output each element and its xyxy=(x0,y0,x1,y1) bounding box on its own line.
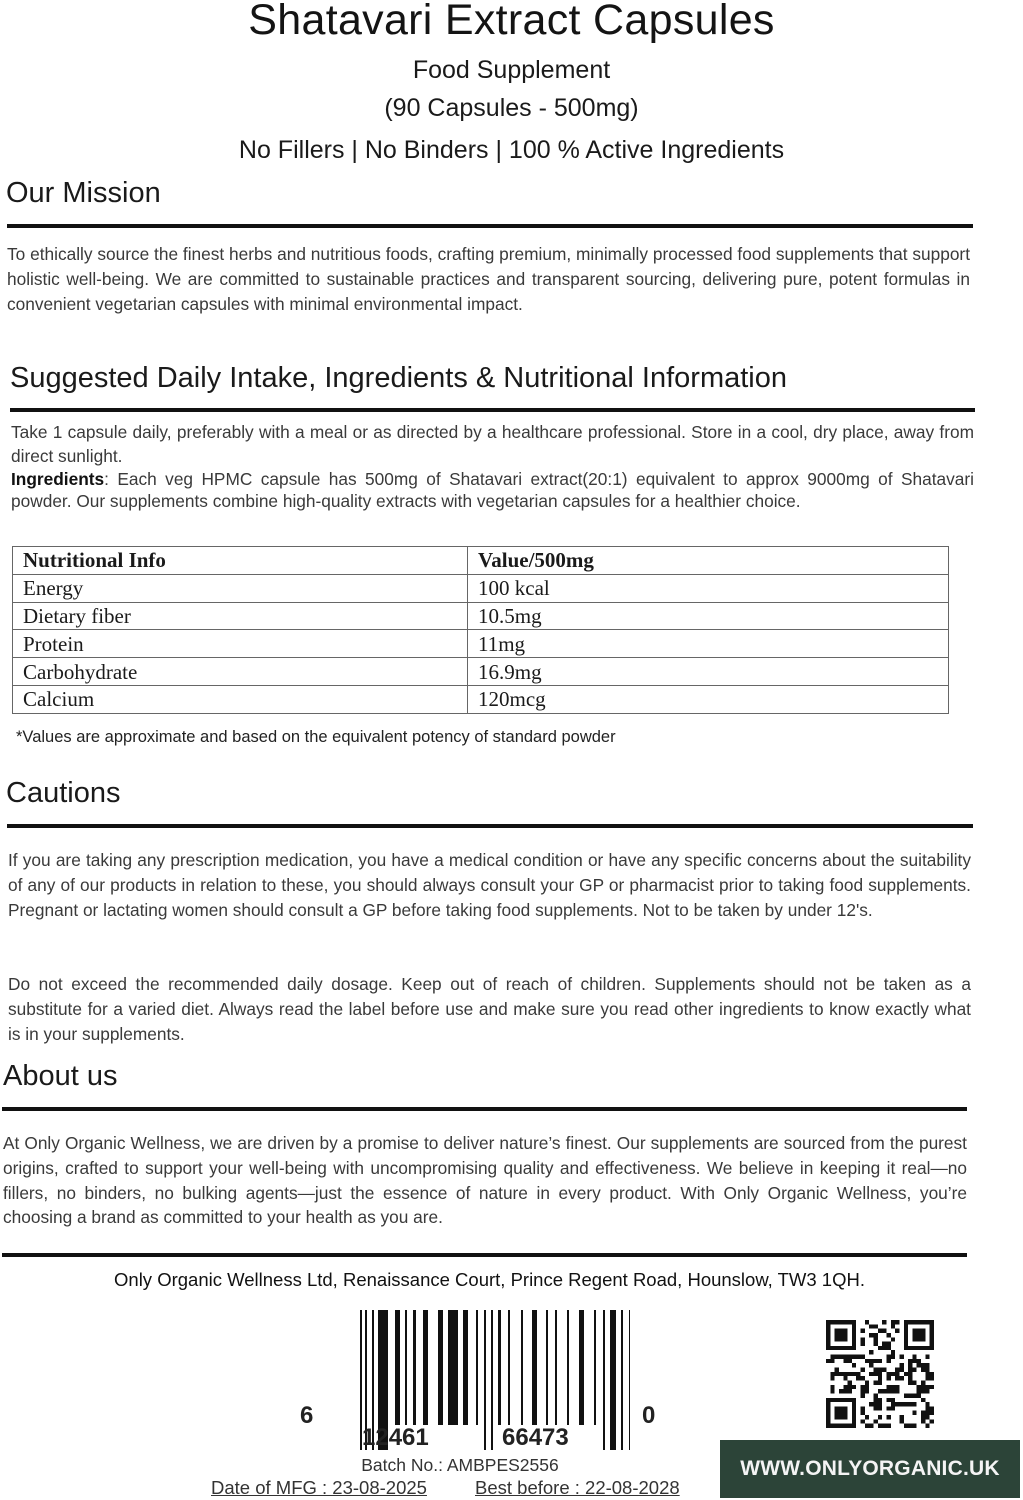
qr-module xyxy=(891,1324,895,1328)
qr-module xyxy=(891,1402,895,1406)
qr-module xyxy=(878,1406,882,1410)
best-before-date: Best before : 22-08-2028 xyxy=(475,1477,680,1498)
nutrient-name: Energy xyxy=(13,574,468,602)
qr-module xyxy=(861,1389,865,1393)
table-row xyxy=(13,602,949,630)
about-text: At Only Organic Wellness, we are driven by a promise to deliver nature’s finest. Our supplements are sourced from the purest origins, crafted to support your well-being with uncompromising quality and effectiveness. We believe in keeping it real—no fillers, no binders, no bulking agents—just the essence of nature in every product. With Only Organic Wellness, you’re choosing a brand as committed to your health as you are. xyxy=(3,1133,967,1228)
qr-module xyxy=(852,1385,856,1389)
barcode-digit: 0 xyxy=(642,1402,656,1429)
company-address: Only Organic Wellness Ltd, Renaissance Court, Prince Regent Road, Hounslow, TW3 1QH. xyxy=(114,1269,865,1290)
qr-module xyxy=(891,1406,895,1410)
qr-module xyxy=(874,1333,878,1337)
barcode-bar xyxy=(621,1310,623,1450)
qr-module xyxy=(886,1359,890,1363)
nutrient-value: 11mg xyxy=(468,630,949,658)
qr-module xyxy=(861,1355,865,1359)
qr-module xyxy=(861,1342,865,1346)
qr-module xyxy=(912,1402,916,1406)
qr-module xyxy=(895,1385,899,1389)
qr-module xyxy=(899,1376,903,1380)
qr-module xyxy=(908,1359,912,1363)
qr-module xyxy=(882,1342,886,1346)
barcode-bar xyxy=(476,1310,478,1425)
qr-module xyxy=(839,1355,843,1359)
barcode-bar xyxy=(521,1310,523,1425)
batch-number: Batch No.: AMBPES2556 xyxy=(361,1455,559,1475)
ingredients-body: : Each veg HPMC capsule has 500mg of Shatavari extract(20:1) equivalent to approx 9000mg of Shatavari powder. Our supplements combine high-quality extracts with vegetarian capsules for a healthier choice. xyxy=(11,469,974,511)
qr-module xyxy=(843,1355,847,1359)
intake-heading: Suggested Daily Intake, Ingredients & Nutritional Information xyxy=(10,362,787,394)
barcode-bar xyxy=(395,1310,400,1425)
qr-module xyxy=(921,1380,925,1384)
barcode-bar xyxy=(491,1310,493,1450)
qr-module xyxy=(895,1376,899,1380)
qr-module xyxy=(925,1415,929,1419)
qr-module xyxy=(835,1406,848,1419)
qr-module xyxy=(930,1376,934,1380)
qr-module xyxy=(848,1380,852,1384)
qr-module xyxy=(826,1359,830,1363)
qr-module xyxy=(891,1398,895,1402)
qr-module xyxy=(917,1393,921,1397)
qr-module xyxy=(925,1363,929,1367)
qr-module xyxy=(891,1337,895,1341)
qr-module xyxy=(865,1380,869,1384)
qr-module xyxy=(912,1359,916,1363)
table-header-nutrient: Nutritional Info xyxy=(13,547,468,575)
qr-module xyxy=(865,1320,869,1324)
cautions-divider xyxy=(7,824,973,828)
product-subtitle: Food Supplement xyxy=(412,56,611,84)
qr-module xyxy=(852,1363,856,1367)
qr-module xyxy=(861,1368,865,1372)
barcode-bar xyxy=(463,1310,468,1425)
table-header-row xyxy=(13,547,949,575)
nutrient-value: 100 kcal xyxy=(468,574,949,602)
qr-module xyxy=(882,1346,886,1350)
qr-module xyxy=(856,1355,860,1359)
barcode-bar xyxy=(603,1310,605,1450)
cautions-paragraph-1: If you are taking any prescription medication, you have a medical condition or have any specific concerns about the suitability of any of our products in relation to these, you should always consult your GP or pharmacist prior to taking food supplements. Pregnant or lactating women should consult a GP before taking food supplements. Not to be taken by under 12's. xyxy=(8,850,971,920)
qr-module xyxy=(908,1368,912,1372)
qr-module xyxy=(878,1398,882,1402)
qr-module xyxy=(908,1372,912,1376)
qr-module xyxy=(921,1363,925,1367)
qr-module xyxy=(882,1329,886,1333)
nutrient-name: Calcium xyxy=(13,685,468,713)
barcode-left-group xyxy=(362,1424,429,1452)
qr-module xyxy=(848,1355,852,1359)
qr-module xyxy=(904,1424,908,1428)
qr-module xyxy=(874,1393,878,1397)
qr-module xyxy=(891,1389,895,1393)
qr-module xyxy=(878,1424,882,1428)
qr-module xyxy=(869,1402,873,1406)
qr-module xyxy=(925,1411,929,1415)
qr-module xyxy=(861,1419,865,1423)
table-row xyxy=(13,630,949,658)
qr-module xyxy=(899,1415,903,1419)
qr-module xyxy=(882,1389,886,1393)
mfg-date: Date of MFG : 23-08-2025 xyxy=(211,1477,427,1498)
qr-module xyxy=(874,1380,878,1384)
qr-module xyxy=(899,1368,903,1372)
qr-module xyxy=(886,1333,890,1337)
barcode-bar xyxy=(498,1310,501,1425)
qr-module xyxy=(895,1389,899,1393)
qr-module xyxy=(848,1372,852,1376)
qr-module xyxy=(925,1368,929,1372)
ingredients-text xyxy=(11,468,974,512)
qr-module xyxy=(874,1398,878,1402)
barcode-digit: 66473 xyxy=(502,1424,569,1451)
qr-module xyxy=(904,1372,908,1376)
qr-module xyxy=(930,1411,934,1415)
qr-module xyxy=(908,1402,912,1406)
qr-module xyxy=(886,1372,890,1376)
about-divider xyxy=(2,1107,967,1111)
qr-module xyxy=(921,1419,925,1423)
barcode-bar xyxy=(413,1310,416,1425)
qr-module xyxy=(835,1368,839,1372)
qr-module xyxy=(874,1359,878,1363)
qr-module xyxy=(869,1333,873,1337)
mission-divider xyxy=(7,224,973,228)
qr-module xyxy=(848,1359,852,1363)
qr-module xyxy=(917,1363,921,1367)
qr-module xyxy=(882,1424,886,1428)
barcode-bar xyxy=(567,1310,569,1425)
qr-module xyxy=(856,1376,860,1380)
table-row xyxy=(13,658,949,686)
qr-module xyxy=(925,1402,929,1406)
qr-module xyxy=(895,1368,899,1372)
qr-module xyxy=(861,1376,865,1380)
qr-module xyxy=(925,1385,929,1389)
qr-module xyxy=(830,1376,834,1380)
qr-module xyxy=(912,1355,916,1359)
barcode-bar xyxy=(448,1310,458,1425)
qr-module xyxy=(886,1376,890,1380)
qr-module xyxy=(899,1355,903,1359)
qr-module xyxy=(912,1380,916,1384)
qr-module xyxy=(908,1376,912,1380)
qr-module xyxy=(930,1406,934,1410)
qr-module xyxy=(861,1411,865,1415)
qr-module xyxy=(908,1380,912,1384)
qr-module xyxy=(856,1372,860,1376)
qr-module xyxy=(912,1329,925,1342)
qr-module xyxy=(882,1368,886,1372)
website-banner[interactable] xyxy=(720,1440,1020,1498)
qr-module xyxy=(921,1411,925,1415)
qr-module xyxy=(908,1393,912,1397)
qr-module xyxy=(874,1402,878,1406)
barcode-bar xyxy=(405,1310,407,1425)
barcode-digit: 6 xyxy=(300,1402,314,1429)
nutrient-value: 10.5mg xyxy=(468,602,949,630)
nutrient-name: Carbohydrate xyxy=(13,658,468,686)
qr-module xyxy=(878,1346,882,1350)
qr-module xyxy=(899,1402,903,1406)
qr-module xyxy=(886,1342,890,1346)
qr-module xyxy=(891,1320,895,1324)
tagline: No Fillers | No Binders | 100 % Active Ingredients xyxy=(238,136,785,164)
qr-module xyxy=(886,1424,890,1428)
qr-module xyxy=(869,1363,873,1367)
qr-module xyxy=(886,1406,890,1410)
qr-module xyxy=(886,1385,890,1389)
qr-module xyxy=(886,1346,890,1350)
qr-module xyxy=(882,1320,886,1324)
qr-module xyxy=(861,1406,865,1410)
qr-module xyxy=(925,1376,929,1380)
qr-module xyxy=(848,1385,852,1389)
qr-module xyxy=(830,1359,834,1363)
qr-module xyxy=(886,1398,890,1402)
qr-module xyxy=(878,1402,882,1406)
barcode-bar xyxy=(438,1310,443,1425)
qr-module xyxy=(830,1355,834,1359)
qr-module xyxy=(843,1372,847,1376)
qr-module xyxy=(852,1372,856,1376)
qr-module xyxy=(839,1372,843,1376)
qr-module xyxy=(865,1359,869,1363)
qr-module xyxy=(874,1324,878,1328)
product-title: Shatavari Extract Capsules xyxy=(248,0,775,44)
qr-module xyxy=(865,1385,869,1389)
qr-module xyxy=(848,1389,852,1393)
qr-module xyxy=(908,1363,912,1367)
qr-module xyxy=(869,1359,873,1363)
qr-module xyxy=(861,1393,865,1397)
barcode-bar xyxy=(594,1310,596,1425)
qr-module xyxy=(878,1368,882,1372)
table-row xyxy=(13,685,949,713)
qr-module xyxy=(895,1320,899,1324)
qr-module xyxy=(925,1406,929,1410)
qr-module xyxy=(835,1329,848,1342)
barcode-check-digit xyxy=(642,1402,655,1430)
qr-module xyxy=(912,1424,916,1428)
qr-module xyxy=(895,1329,899,1333)
qr-module xyxy=(869,1424,873,1428)
barcode-bar xyxy=(484,1310,486,1450)
qr-module xyxy=(835,1372,839,1376)
intake-directions: Take 1 capsule daily, preferably with a meal or as directed by a healthcare professional. Store in a cool, dry place, away from direct sunlight. xyxy=(11,422,974,466)
qr-module xyxy=(878,1376,882,1380)
qr-module xyxy=(835,1355,839,1359)
barcode-right-group xyxy=(502,1424,569,1452)
qr-module xyxy=(921,1398,925,1402)
nutrient-value: 16.9mg xyxy=(468,658,949,686)
about-heading: About us xyxy=(3,1060,118,1092)
qr-module xyxy=(912,1393,916,1397)
qr-module xyxy=(912,1411,916,1415)
ingredients-label: Ingredients xyxy=(11,469,105,489)
qr-module xyxy=(917,1389,921,1393)
qr-module xyxy=(874,1337,878,1341)
qr-module xyxy=(891,1385,895,1389)
cautions-heading: Cautions xyxy=(6,777,121,809)
qr-module xyxy=(878,1372,882,1376)
qr-module xyxy=(886,1355,890,1359)
qr-module xyxy=(895,1372,899,1376)
mission-heading: Our Mission xyxy=(6,177,161,209)
qr-module xyxy=(886,1415,890,1419)
qr-module xyxy=(878,1389,882,1393)
qr-module xyxy=(839,1389,843,1393)
qr-module xyxy=(930,1419,934,1423)
qr-module xyxy=(925,1372,929,1376)
nutrient-name: Protein xyxy=(13,630,468,658)
nutrient-value: 120mcg xyxy=(468,685,949,713)
qr-module xyxy=(921,1368,925,1372)
qr-module xyxy=(921,1415,925,1419)
qr-module xyxy=(925,1424,929,1428)
qr-module xyxy=(861,1385,865,1389)
barcode-bar xyxy=(532,1310,537,1425)
mission-text: To ethically source the finest herbs and nutritious foods, crafting premium, minimally processed food supplements that support holistic well-being. We are committed to sustainable practices and transparent sourcing, delivering pure, potent formulas in convenient vegetarian capsules with minimal environmental impact. xyxy=(7,244,970,314)
qr-module xyxy=(830,1385,834,1389)
qr-module xyxy=(874,1368,878,1372)
intake-divider xyxy=(10,408,975,412)
qr-module xyxy=(869,1372,873,1376)
table-row xyxy=(13,574,949,602)
qr-module xyxy=(925,1355,929,1359)
qr-module xyxy=(874,1406,878,1410)
qr-module xyxy=(899,1363,903,1367)
nutrient-name: Dietary fiber xyxy=(13,602,468,630)
qr-module xyxy=(861,1329,865,1333)
barcode-bar xyxy=(629,1310,630,1450)
qr-module xyxy=(878,1329,882,1333)
barcode-bar xyxy=(508,1310,510,1425)
barcode-bar xyxy=(579,1310,584,1425)
qr-module xyxy=(904,1393,908,1397)
table-footnote: *Values are approximate and based on the equivalent potency of standard powder xyxy=(16,728,616,746)
qr-module xyxy=(861,1337,865,1341)
qr-module xyxy=(852,1355,856,1359)
nutrition-table xyxy=(12,546,949,714)
qr-module xyxy=(878,1415,882,1419)
qr-module xyxy=(917,1385,921,1389)
qr-module xyxy=(904,1402,908,1406)
barcode-digit: 12461 xyxy=(362,1424,429,1451)
barcode-lead-digit xyxy=(300,1402,313,1430)
qr-module xyxy=(830,1389,834,1393)
qr-module xyxy=(895,1402,899,1406)
barcode-bar xyxy=(555,1310,557,1425)
pack-size: (90 Capsules - 500mg) xyxy=(384,94,639,122)
qr-module xyxy=(865,1415,869,1419)
qr-module xyxy=(886,1389,890,1393)
qr-module xyxy=(869,1324,873,1328)
qr-module xyxy=(925,1389,929,1393)
qr-module xyxy=(874,1419,878,1423)
qr-module xyxy=(899,1419,903,1423)
qr-module xyxy=(843,1385,847,1389)
qr-module xyxy=(891,1350,895,1354)
cautions-paragraph-2: Do not exceed the recommended daily dosage. Keep out of reach of children. Supplements should not be taken as a substitute for a varied diet. Always read the label before use and make sure you read other ingredients to know exactly what is in your supplements. xyxy=(8,974,971,1044)
qr-module xyxy=(843,1376,847,1380)
qr-module xyxy=(921,1385,925,1389)
qr-code-icon xyxy=(826,1320,934,1428)
qr-module xyxy=(891,1355,895,1359)
qr-module xyxy=(874,1372,878,1376)
qr-module xyxy=(891,1372,895,1376)
barcode-bar xyxy=(610,1310,616,1450)
qr-module xyxy=(930,1372,934,1376)
qr-module xyxy=(830,1372,834,1376)
qr-module xyxy=(878,1359,882,1363)
qr-module xyxy=(917,1359,921,1363)
qr-module xyxy=(843,1389,847,1393)
qr-module xyxy=(912,1368,916,1372)
table-header-value: Value/500mg xyxy=(468,547,949,575)
qr-module xyxy=(930,1385,934,1389)
qr-module xyxy=(843,1359,847,1363)
qr-module xyxy=(908,1424,912,1428)
barcode-bar xyxy=(423,1310,428,1425)
qr-module xyxy=(865,1389,869,1393)
qr-module xyxy=(874,1342,878,1346)
qr-module xyxy=(921,1389,925,1393)
qr-module xyxy=(878,1380,882,1384)
qr-module xyxy=(865,1424,869,1428)
qr-module xyxy=(869,1350,873,1354)
barcode-bar xyxy=(546,1310,548,1425)
website-link[interactable]: WWW.ONLYORGANIC.UK xyxy=(740,1457,1000,1480)
footer-divider xyxy=(2,1253,967,1257)
